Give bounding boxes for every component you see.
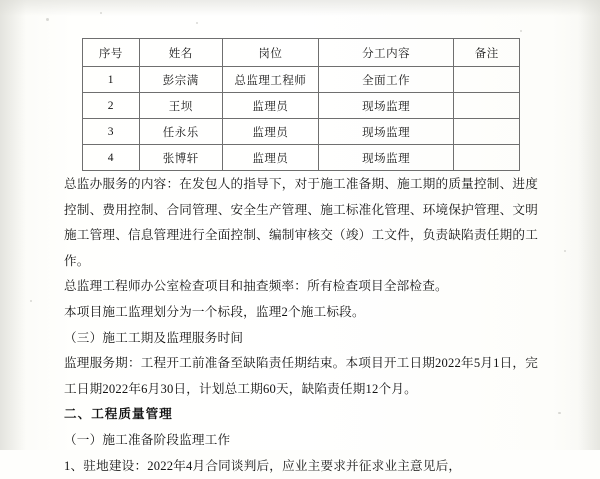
column-header-name: 姓名 (139, 39, 222, 67)
table-header-row (83, 39, 520, 67)
paragraph-inspection-frequency: 总监理工程师办公室检查项目和抽查频率：所有检查项目全部检查。 (64, 279, 448, 294)
column-header-no: 序号 (83, 39, 140, 67)
page-edge-shadow-right (578, 0, 600, 450)
scan-speck (564, 250, 566, 252)
scan-speck (520, 30, 522, 32)
cell-remark (454, 145, 520, 171)
paragraph-service-period: 监理服务期：工程开工前准备至缺陷责任期结束。本项目开工日期2022年5月1日，完工日期2022年6月30日，计划总工期60天，缺陷责任期12个月。 (64, 356, 538, 396)
scan-speck (100, 12, 102, 14)
scan-speck (30, 300, 32, 302)
table-row (83, 119, 520, 145)
cell-name: 张博轩 (139, 145, 222, 171)
duty-assignment-table-wrapper (82, 38, 520, 171)
column-header-remark: 备注 (454, 39, 520, 67)
heading-construction-period: （三）施工工期及监理服务时间 (64, 330, 244, 345)
paragraph-service-content: 总监办服务的内容：在发包人的指导下，对于施工准备期、施工期的质量控制、进度控制、费用控制、合同管理、安全生产管理、施工标准化管理、环境保护管理、文明施工管理、信息管理进行全面控制、编制审核交（竣）工文件，负责缺陷责任期的工作。 (64, 177, 538, 268)
cell-post: 监理员 (222, 93, 318, 119)
scan-speck (46, 18, 49, 21)
cell-post: 监理员 (222, 145, 318, 171)
cell-name: 任永乐 (139, 119, 222, 145)
page-edge-shadow-left (0, 0, 26, 450)
cell-duty: 现场监理 (318, 145, 453, 171)
page-edge-shadow-top (0, 0, 600, 16)
table-row (83, 145, 520, 171)
cell-name: 王坝 (139, 93, 222, 119)
cell-no: 3 (83, 119, 140, 145)
cell-duty: 现场监理 (318, 119, 453, 145)
cell-remark (454, 67, 520, 93)
heading-preparation-stage: （一）施工准备阶段监理工作 (64, 432, 231, 447)
paragraph-section-division: 本项目施工监理划分为一个标段，监理2个施工标段。 (64, 304, 365, 319)
document-body (64, 172, 538, 479)
cell-post: 总监理工程师 (222, 67, 318, 93)
cell-name: 彭宗满 (139, 67, 222, 93)
duty-assignment-table (82, 38, 520, 171)
paragraph-site-construction: 1、驻地建设：2022年4月合同谈判后，应业主要求并征求业主意见后， (64, 458, 462, 473)
cell-duty: 全面工作 (318, 67, 453, 93)
cell-remark (454, 93, 520, 119)
column-header-duty: 分工内容 (318, 39, 453, 67)
heading-quality-management: 二、工程质量管理 (64, 407, 173, 422)
cell-no: 4 (83, 145, 140, 171)
scan-speck (196, 22, 198, 24)
cell-post: 监理员 (222, 119, 318, 145)
cell-duty: 现场监理 (318, 93, 453, 119)
cell-remark (454, 119, 520, 145)
table-row (83, 93, 520, 119)
table-row (83, 67, 520, 93)
scan-speck (558, 412, 561, 414)
cell-no: 1 (83, 67, 140, 93)
cell-no: 2 (83, 93, 140, 119)
column-header-post: 岗位 (222, 39, 318, 67)
